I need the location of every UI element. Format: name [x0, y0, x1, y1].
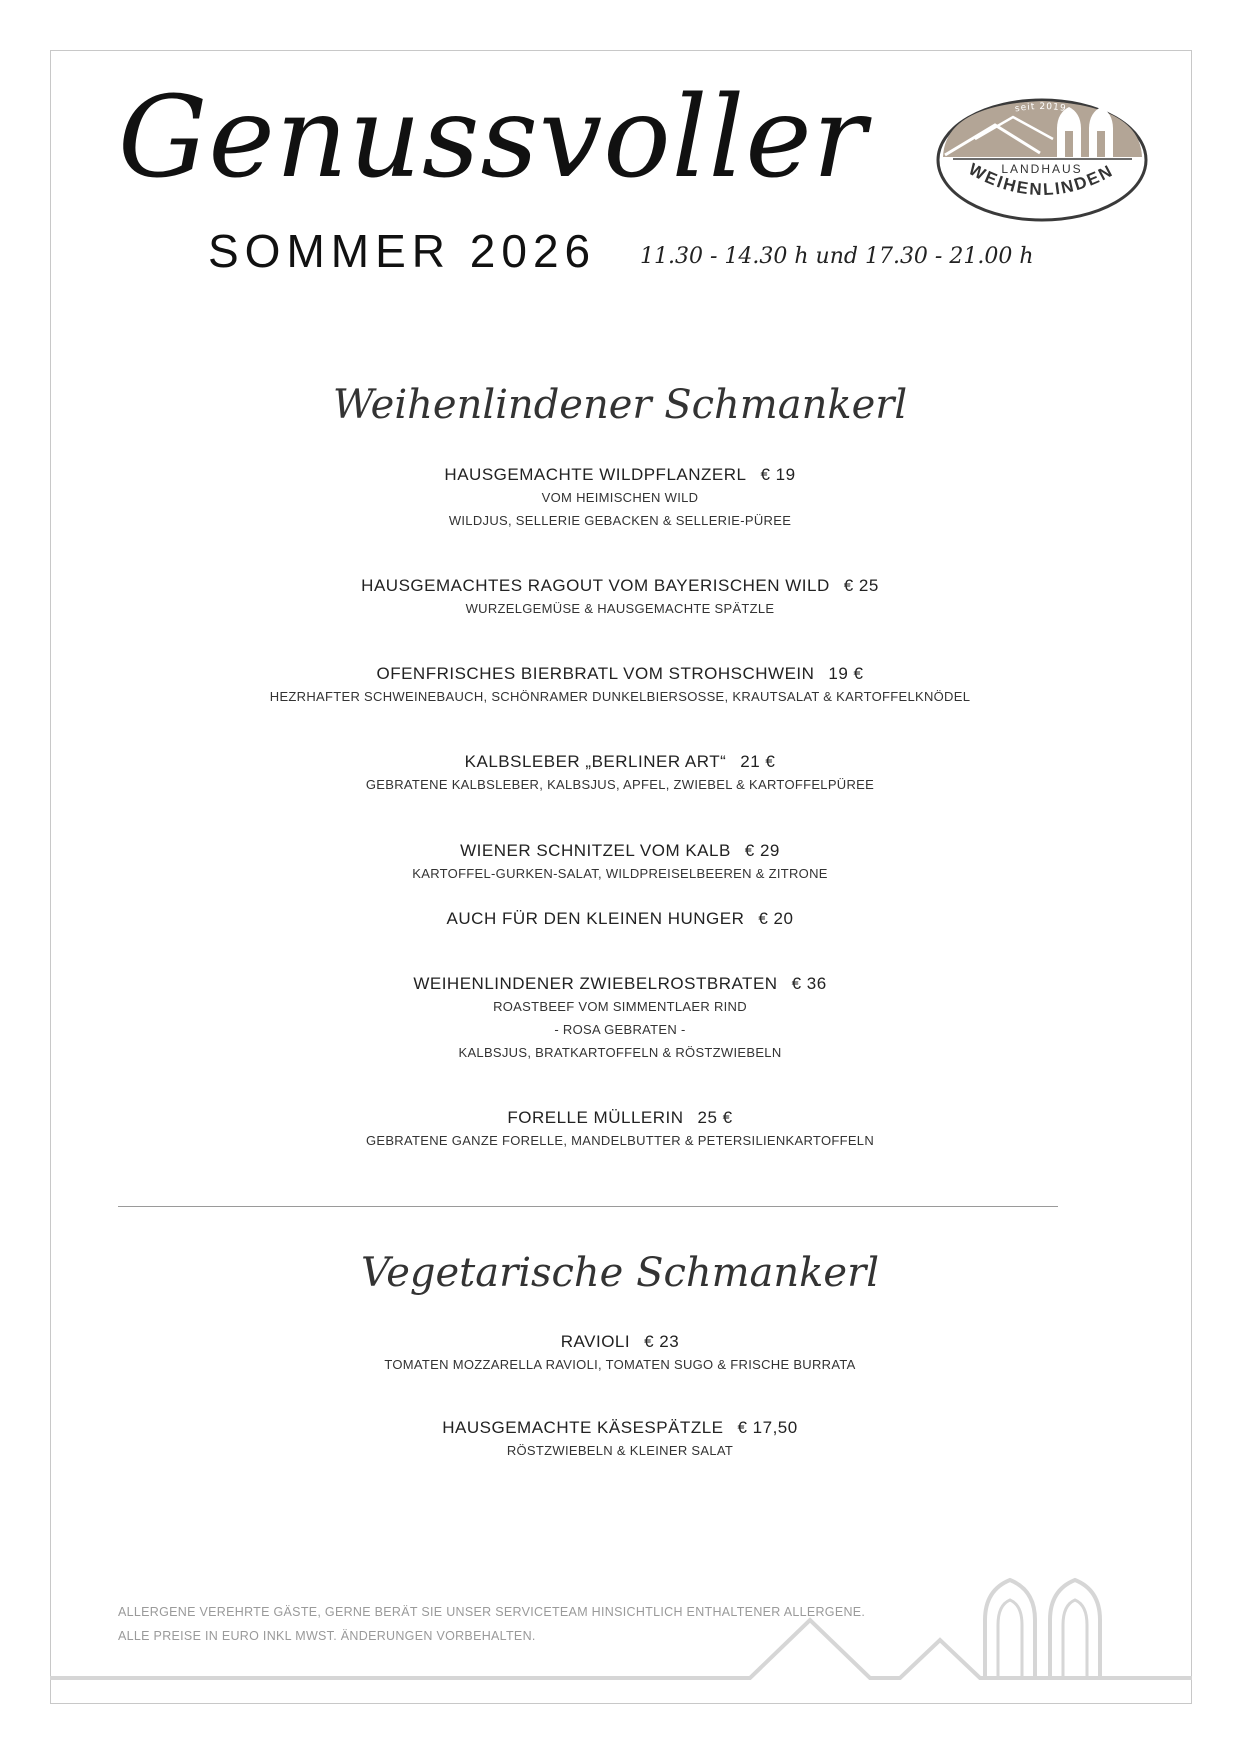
- dish-desc: ROASTBEEF VOM SIMMENTLAER RIND: [493, 999, 747, 1014]
- dish-price: 25 €: [697, 1108, 733, 1127]
- opening-hours: 11.30 - 14.30 h und 17.30 - 21.00 h: [640, 244, 1034, 269]
- dish-price: 21 €: [740, 752, 776, 771]
- dish-price: € 17,50: [737, 1418, 798, 1437]
- dish-desc: VOM HEIMISCHEN WILD: [541, 490, 699, 505]
- dish-name: OFENFRISCHES BIERBRATL VOM STROHSCHWEIN: [376, 664, 815, 683]
- dish-name: HAUSGEMACHTE KÄSESPÄTZLE: [442, 1418, 724, 1437]
- dish-ravioli: [0, 1331, 1240, 1376]
- dish-name: WIENER SCHNITZEL VOM KALB: [460, 841, 731, 860]
- dish-bierbratl: [0, 663, 1240, 708]
- landhaus-weihenlinden-logo: [935, 95, 1150, 225]
- dish-price: € 25: [843, 576, 879, 595]
- menu-title: Genussvoller: [118, 73, 868, 203]
- dish-kaesespaetzle: [0, 1417, 1240, 1462]
- dish-ragout: [0, 575, 1240, 620]
- dish-desc: HEZRHAFTER SCHWEINEBAUCH, SCHÖNRAMER DUNKELBIERSOSSE, KRAUTSALAT & KARTOFFELKNÖDEL: [269, 689, 971, 704]
- dish-kalbsleber: [0, 751, 1240, 796]
- dish-kleiner-hunger: [0, 908, 1240, 930]
- dish-name: HAUSGEMACHTE WILDPFLANZERL: [444, 465, 747, 484]
- logo-line1: LANDHAUS: [1001, 162, 1083, 176]
- dish-desc: TOMATEN MOZZARELLA RAVIOLI, TOMATEN SUGO & FRISCHE BURRATA: [384, 1357, 856, 1372]
- dish-desc: KARTOFFEL-GURKEN-SALAT, WILDPREISELBEEREN & ZITRONE: [412, 866, 828, 881]
- dish-desc: GEBRATENE GANZE FORELLE, MANDELBUTTER & PETERSILIENKARTOFFELN: [365, 1133, 875, 1148]
- dish-price: € 36: [791, 974, 827, 993]
- section-title-vegetarisch: Vegetarische Schmankerl: [360, 1250, 879, 1296]
- dish-zwiebelrostbraten: [0, 973, 1240, 1064]
- dish-desc: GEBRATENE KALBSLEBER, KALBSJUS, APFEL, ZWIEBEL & KARTOFFELPÜREE: [365, 777, 875, 792]
- section-divider: [118, 1206, 1058, 1207]
- dish-name: KALBSLEBER „BERLINER ART“: [464, 752, 727, 771]
- dish-name: FORELLE MÜLLERIN: [507, 1108, 684, 1127]
- dish-desc: WURZELGEMÜSE & HAUSGEMACHTE SPÄTZLE: [465, 601, 775, 616]
- footer-prices: ALLE PREISE IN EURO INKL MWST. ÄNDERUNGEN VORBEHALTEN.: [118, 1629, 536, 1643]
- dish-price: € 23: [644, 1332, 680, 1351]
- dish-name: RAVIOLI: [560, 1332, 631, 1351]
- dish-name: WEIHENLINDENER ZWIEBELROSTBRATEN: [413, 974, 778, 993]
- dish-desc: RÖSTZWIEBELN & KLEINER SALAT: [506, 1443, 734, 1458]
- menu-subtitle: SOMMER 2026: [208, 225, 597, 277]
- dish-price: € 20: [758, 909, 794, 928]
- dish-forelle: [0, 1107, 1240, 1152]
- dish-wiener-schnitzel: [0, 840, 1240, 885]
- logo-since-text: seit 2019: [1014, 101, 1068, 115]
- dish-desc: KALBSJUS, BRATKARTOFFELN & RÖSTZWIEBELN: [458, 1045, 782, 1060]
- dish-wildpflanzerl: [0, 464, 1240, 532]
- dish-name: HAUSGEMACHTES RAGOUT VOM BAYERISCHEN WILD: [361, 576, 830, 595]
- dish-price: € 19: [760, 465, 796, 484]
- dish-name: AUCH FÜR DEN KLEINEN HUNGER: [446, 909, 745, 928]
- section-title-weihenlindener: Weihenlindener Schmankerl: [332, 382, 908, 428]
- logo-line2: WEIHENLINDEN: [965, 159, 1117, 200]
- footer-allergene: ALLERGENE VEREHRTE GÄSTE, GERNE BERÄT SIE UNSER SERVICETEAM HINSICHTLICH ENTHALTENER ALLERGENE.: [118, 1605, 866, 1619]
- dish-price: € 29: [744, 841, 780, 860]
- dish-price: 19 €: [828, 664, 864, 683]
- dish-desc: WILDJUS, SELLERIE GEBACKEN & SELLERIE-PÜREE: [448, 513, 792, 528]
- footer-note: [118, 1600, 865, 1648]
- dish-desc: - ROSA GEBRATEN -: [554, 1022, 686, 1037]
